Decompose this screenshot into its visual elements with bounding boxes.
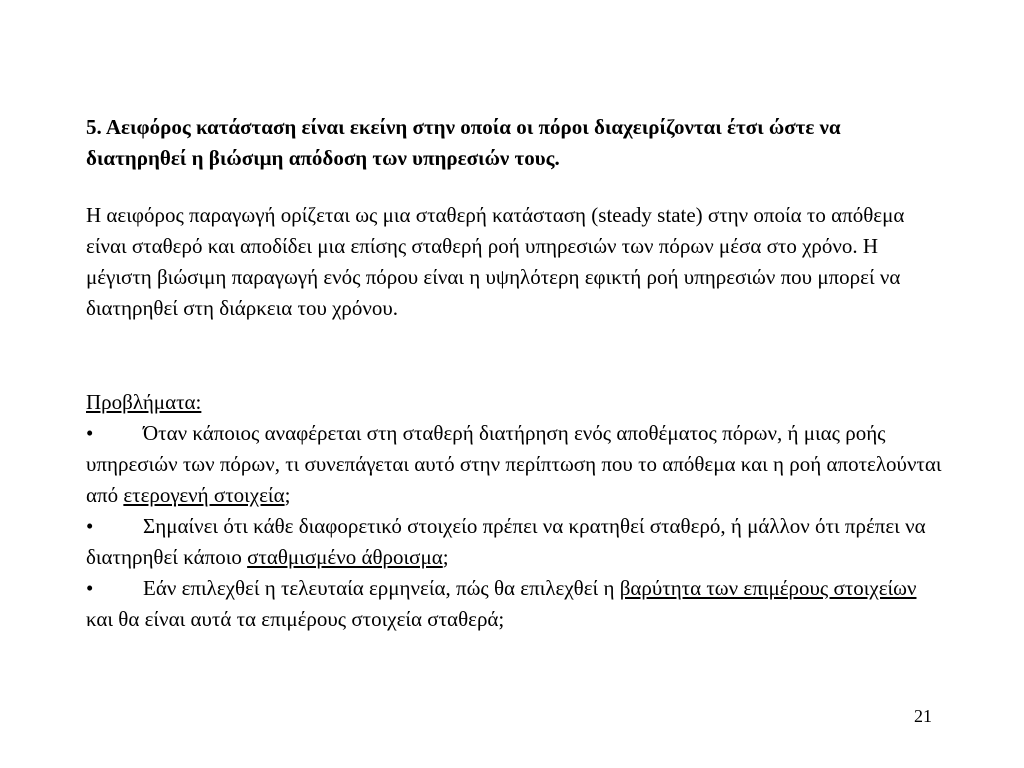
list-item-text: Εάν επιλεχθεί η τελευταία ερμηνεία, πώς θα επιλεχθεί η	[143, 576, 620, 600]
list-item-text: Σημαίνει ότι κάθε διαφορετικό στοιχείο πρέπει να κρατηθεί σταθερό, ή μάλλον ότι πρέπει να διατηρηθεί κάποιο	[86, 514, 926, 569]
bullet-icon: •	[86, 576, 94, 600]
slide-heading: 5. Αειφόρος κατάσταση είναι εκείνη στην οποία οι πόροι διαχειρίζονται έτσι ώστε να διατηρηθεί η βιώσιμη απόδοση των υπηρεσιών τους.	[86, 115, 841, 170]
problems-title: Προβλήματα:	[86, 390, 202, 414]
problems-list	[86, 418, 946, 635]
slide-content	[86, 112, 946, 635]
bullet-icon: •	[86, 514, 94, 538]
list-item	[86, 418, 946, 511]
underlined-term: σταθμισμένο άθροισμα	[247, 545, 443, 569]
list-item	[86, 511, 946, 573]
list-item-text-end: και θα είναι αυτά τα επιμέρους στοιχεία σταθερά;	[86, 607, 505, 631]
list-item-text-end: ;	[284, 483, 291, 507]
page-number: 21	[914, 706, 932, 726]
underlined-term: ετερογενή στοιχεία	[123, 483, 285, 507]
list-item-text-end: ;	[442, 545, 449, 569]
list-item-text: Όταν κάποιος αναφέρεται στη σταθερή διατήρηση ενός αποθέματος πόρων, ή μιας ροής υπηρεσιών των πόρων, τι συνεπάγεται αυτό στην περίπτωση που το απόθεμα και η ροή αποτελούνται από	[86, 421, 942, 507]
definition-paragraph: Η αειφόρος παραγωγή ορίζεται ως μια σταθερή κατάσταση (steady state) στην οποία το απόθεμα είναι σταθερό και αποδίδει μια επίσης σταθερή ροή υπηρεσιών των πόρων μέσα στο χρόνο. Η μέγιστη βιώσιμη παραγωγή ενός πόρου είναι η υψηλότερη εφικτή ροή υπηρεσιών που μπορεί να διατηρηθεί στη διάρκεια του χρόνου.	[86, 203, 905, 320]
underlined-term: βαρύτητα των επιμέρους στοιχείων	[619, 576, 917, 600]
bullet-icon: •	[86, 421, 94, 445]
list-item	[86, 573, 946, 635]
